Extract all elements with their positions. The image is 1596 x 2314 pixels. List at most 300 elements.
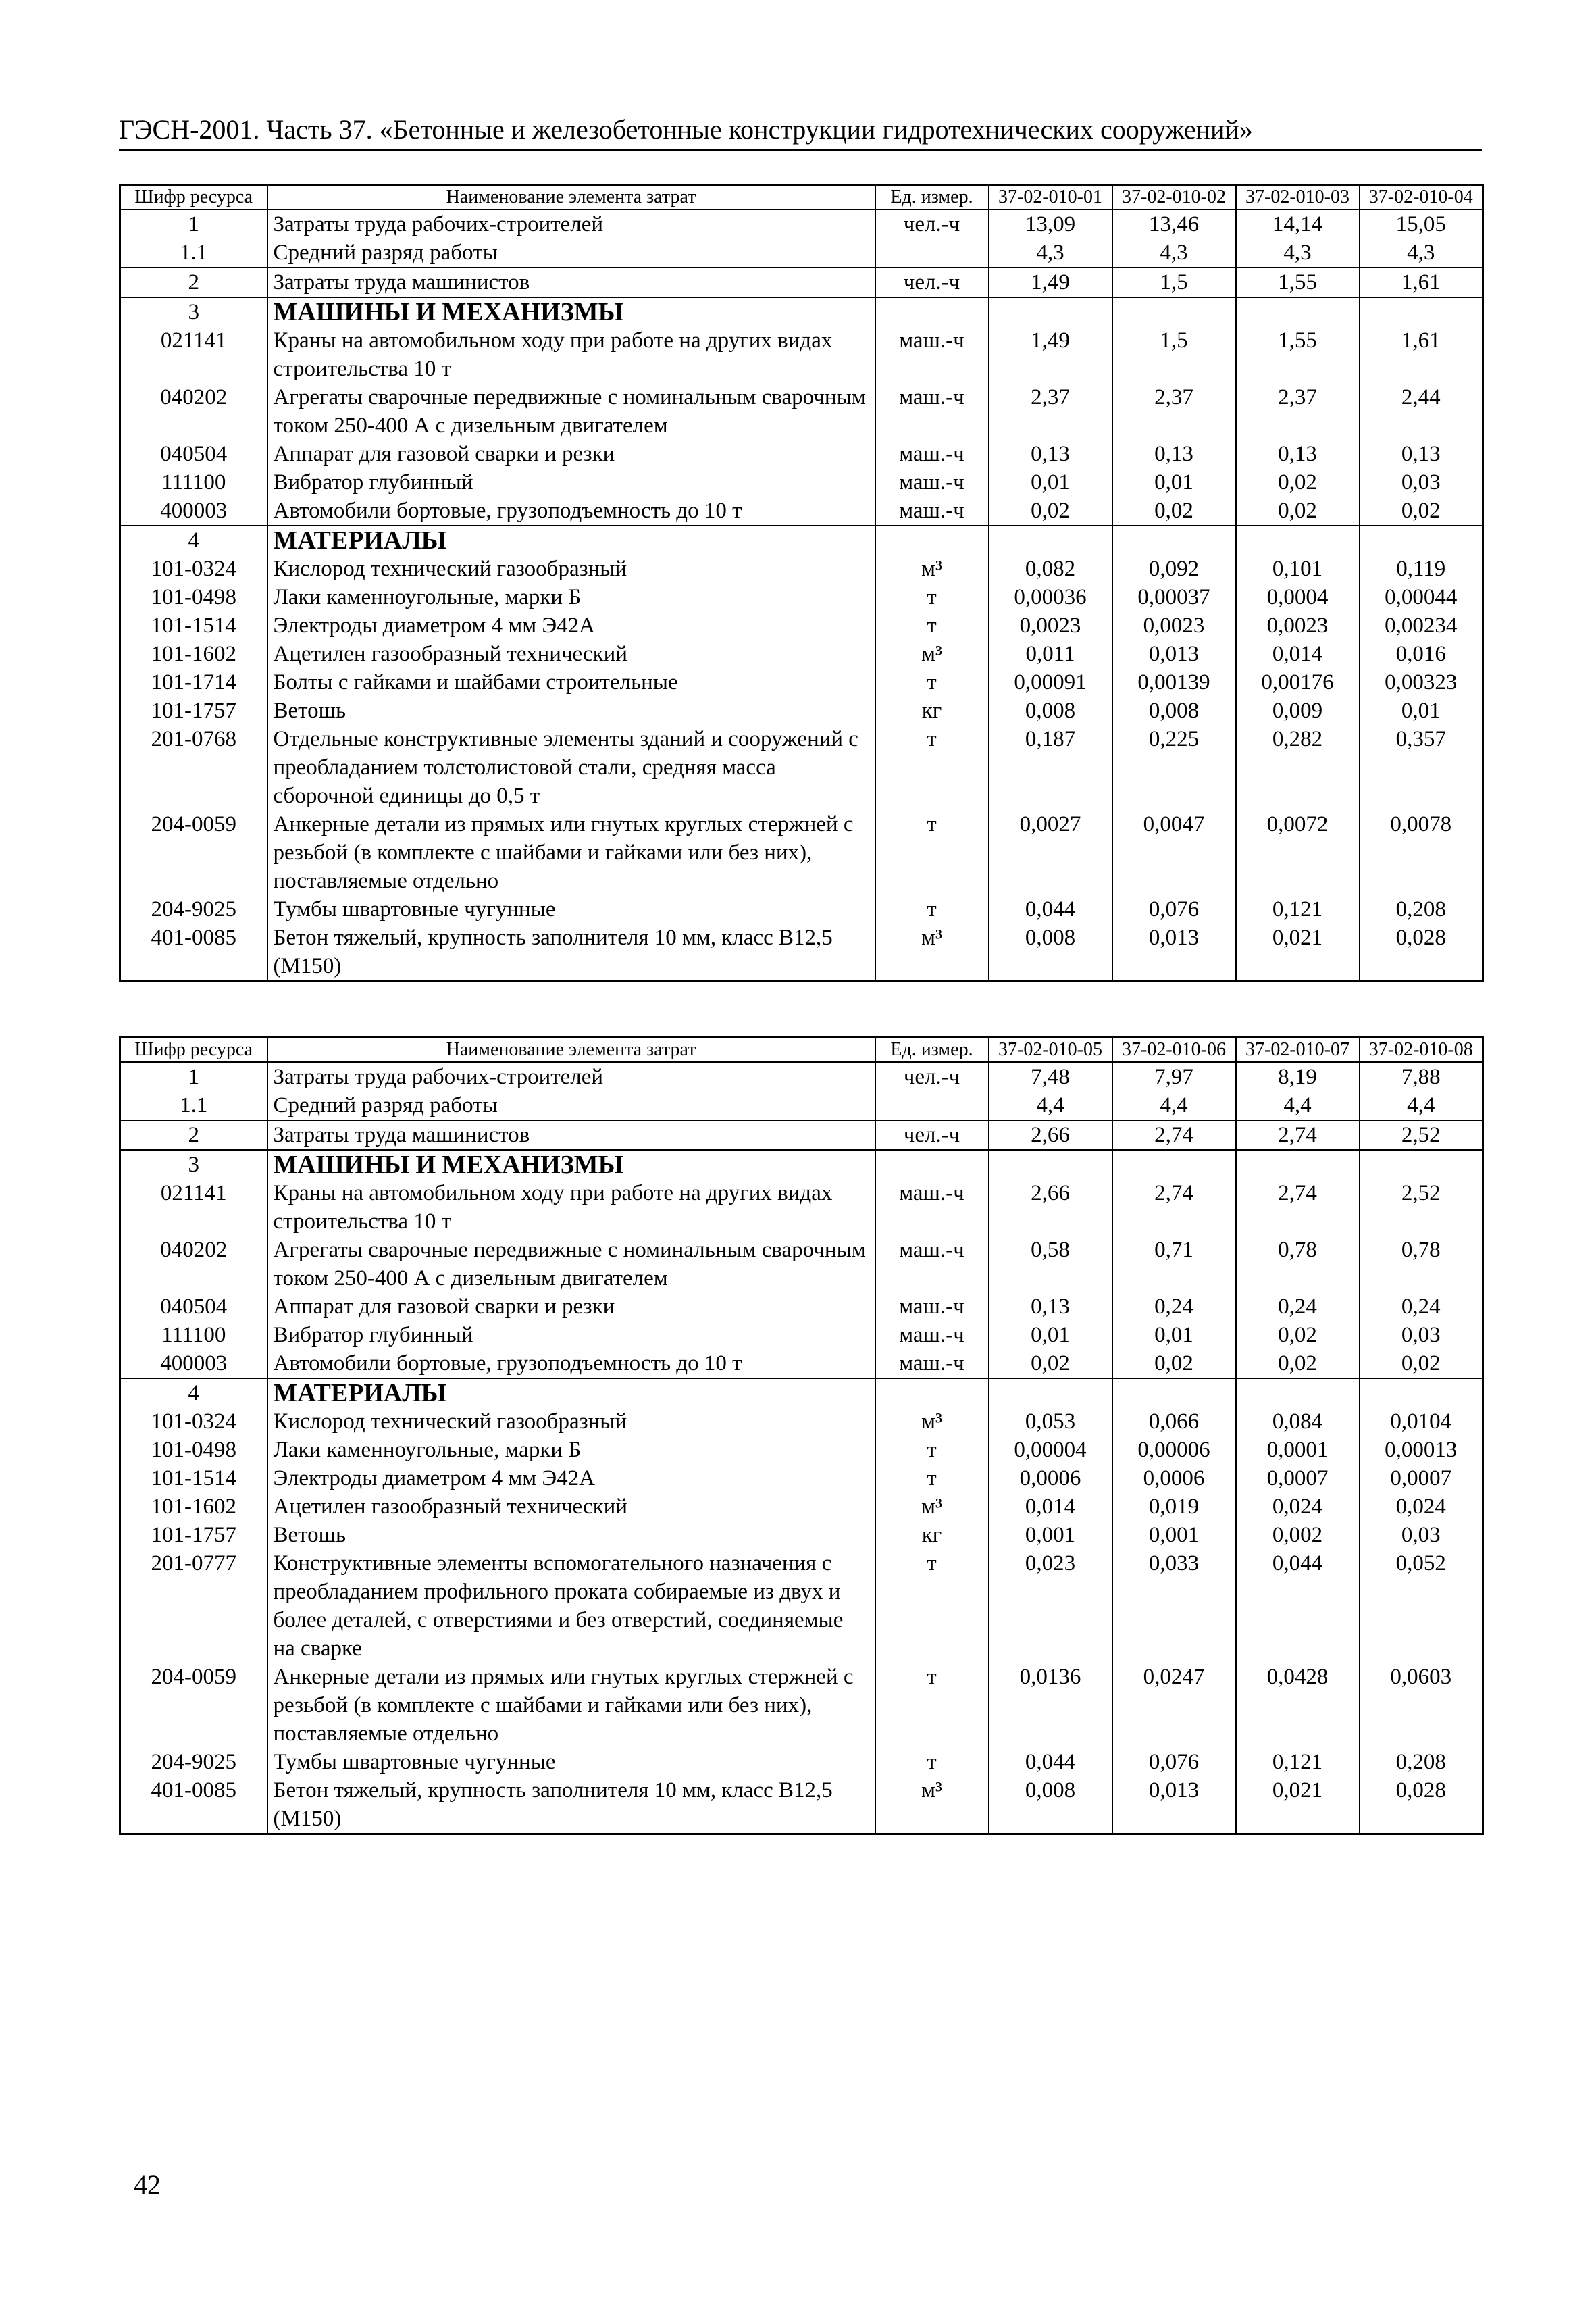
norm-value-cell: 0,03 <box>1401 1523 1441 1547</box>
norm-value-cell: 2,66 <box>989 1179 1112 1236</box>
resource-name-cell: Электроды диаметром 4 мм Э42А <box>267 611 875 640</box>
unit-cell: м³ <box>875 640 989 668</box>
norm-value-cell: 0,0072 <box>1236 810 1360 895</box>
norm-value-cell: 1,61 <box>1401 328 1441 353</box>
resource-code-cell: 1 <box>120 209 267 238</box>
resource-code-cell: 101-1602 <box>120 640 267 668</box>
norm-value-cell: 1,5 <box>1112 268 1236 297</box>
norm-value-cell: 0,013 <box>1112 640 1236 668</box>
unit-cell: маш.-ч <box>875 1179 989 1236</box>
resource-name-cell: Аппарат для газовой сварки и резки <box>267 440 875 468</box>
norm-value-cell: 0,024 <box>1395 1494 1446 1519</box>
resource-code-cell: 204-0059 <box>120 1663 267 1748</box>
norm-value-cell: 0,0023 <box>1236 611 1360 640</box>
resource-code-cell: 040504 <box>120 440 267 468</box>
norm-value-cell: 7,88 <box>1360 1062 1483 1091</box>
norm-value-cell: 0,0428 <box>1236 1663 1360 1748</box>
resource-code-cell: 111100 <box>120 1321 267 1349</box>
resource-name-cell: Бетон тяжелый, крупность заполнителя 10 мм, класс В12,5 (М150) <box>267 1776 875 1834</box>
norm-value-cell: 0,00044 <box>1385 585 1458 609</box>
resource-name-cell: Средний разряд работы <box>267 1091 875 1120</box>
resource-code-cell: 101-1514 <box>120 1464 267 1492</box>
norm-value-cell: 13,46 <box>1112 209 1236 238</box>
norms-table-2 <box>119 1036 1484 1835</box>
norm-value-cell: 0,13 <box>989 440 1112 468</box>
resource-code-cell: 400003 <box>120 497 267 526</box>
norm-value-cell: 15,05 <box>1360 209 1483 238</box>
norm-value-cell <box>989 526 1112 555</box>
norm-value-cell <box>1236 1150 1360 1179</box>
table-row <box>120 1521 1483 1549</box>
table-row <box>120 297 1483 326</box>
norm-value-cell: 0,03 <box>1401 1323 1441 1347</box>
resource-name-cell: Кислород технический газообразный <box>267 1407 875 1436</box>
norm-value-cell: 0,0004 <box>1236 583 1360 611</box>
resource-name-cell: Ацетилен газообразный технический <box>267 640 875 668</box>
resource-name-cell: Средний разряд работы <box>267 238 875 268</box>
resource-code-cell: 204-9025 <box>120 895 267 924</box>
table-row <box>120 468 1483 497</box>
norm-value-cell: 0,008 <box>989 697 1112 725</box>
unit-cell: т <box>875 1464 989 1492</box>
table-row <box>120 697 1483 725</box>
resource-name-cell: Автомобили бортовые, грузоподъемность до 10 т <box>267 1349 875 1378</box>
norm-value-cell <box>1112 1378 1236 1407</box>
norm-value-cell: 0,00091 <box>989 668 1112 697</box>
norm-value-cell: 0,0027 <box>989 810 1112 895</box>
norms-table-1 <box>119 184 1484 982</box>
unit-cell <box>875 1091 989 1120</box>
column-header-name: Наименование элемента затрат <box>267 185 875 210</box>
resource-name-cell: Агрегаты сварочные передвижные с номинальным сварочным током 250-400 А с дизельным двигателем <box>267 1236 875 1292</box>
unit-cell: м³ <box>875 1407 989 1436</box>
table-row <box>120 1663 1483 1748</box>
unit-cell: м³ <box>875 1492 989 1521</box>
norm-value-cell: 0,021 <box>1236 924 1360 982</box>
norm-value-cell: 0,076 <box>1112 1748 1236 1776</box>
page-number: 42 <box>134 2169 161 2200</box>
norm-value-cell: 0,208 <box>1395 897 1446 922</box>
table-row <box>120 1549 1483 1663</box>
norm-value-cell: 4,4 <box>989 1091 1112 1120</box>
unit-cell: кг <box>875 697 989 725</box>
norm-value-cell: 0,001 <box>1112 1521 1236 1549</box>
table-row <box>120 668 1483 697</box>
table-row <box>120 238 1483 268</box>
resource-code-cell: 400003 <box>120 1349 267 1378</box>
table-row <box>120 1321 1483 1349</box>
table-row <box>120 555 1483 583</box>
resource-code-cell: 021141 <box>120 326 267 383</box>
resource-code-cell: 4 <box>120 526 267 555</box>
norm-value-cell: 0,01 <box>989 468 1112 497</box>
table-row <box>120 1062 1483 1091</box>
norm-value-cell: 0,008 <box>989 924 1112 982</box>
norm-value-cell <box>1236 297 1360 326</box>
resource-name-cell: Краны на автомобильном ходу при работе на других видах строительства 10 т <box>267 1179 875 1236</box>
column-header-norm: 37-02-010-01 <box>989 185 1112 210</box>
norm-value-cell: 0,024 <box>1236 1492 1360 1521</box>
table-row <box>120 640 1483 668</box>
resource-code-cell: 3 <box>120 1150 267 1179</box>
norm-value-cell: 4,4 <box>1360 1091 1483 1120</box>
page-header: ГЭСН-2001. Часть 37. «Бетонные и железобетонные конструкции гидротехнических сооружений» <box>119 114 1482 151</box>
resource-name-cell: Тумбы швартовные чугунные <box>267 1748 875 1776</box>
norm-value-cell: 0,02 <box>1236 468 1360 497</box>
resource-code-cell: 021141 <box>120 1179 267 1236</box>
table-row <box>120 725 1483 810</box>
unit-cell: маш.-ч <box>875 440 989 468</box>
resource-code-cell: 111100 <box>120 468 267 497</box>
unit-cell: кг <box>875 1521 989 1549</box>
unit-cell: т <box>875 1663 989 1748</box>
norm-value-cell: 0,02 <box>1401 499 1441 523</box>
unit-cell: т <box>875 1436 989 1464</box>
column-header-code: Шифр ресурса <box>120 185 267 210</box>
resource-code-cell: 101-0324 <box>120 555 267 583</box>
norm-value-cell: 0,58 <box>989 1236 1112 1292</box>
norm-value-cell: 0,357 <box>1395 727 1446 751</box>
norm-value-cell: 2,52 <box>1360 1120 1483 1150</box>
norm-value-cell: 4,3 <box>1236 238 1360 268</box>
section-title-cell: МАТЕРИАЛЫ <box>267 526 875 555</box>
norm-value-cell: 0,00139 <box>1112 668 1236 697</box>
resource-code-cell: 204-0059 <box>120 810 267 895</box>
resource-code-cell: 1 <box>120 1062 267 1091</box>
norm-value-cell: 0,023 <box>989 1549 1112 1663</box>
norm-value-cell: 0,24 <box>1112 1292 1236 1321</box>
norm-value-cell: 0,02 <box>1401 1351 1441 1376</box>
norm-value-cell: 0,028 <box>1395 1778 1446 1803</box>
norm-value-cell: 1,61 <box>1360 268 1483 297</box>
norm-value-cell: 0,24 <box>1401 1294 1441 1319</box>
norm-value-cell: 0,121 <box>1236 1748 1360 1776</box>
norm-value-cell: 0,013 <box>1112 1776 1236 1834</box>
norm-value-cell <box>1112 297 1236 326</box>
table-row <box>120 611 1483 640</box>
norm-value-cell <box>989 297 1112 326</box>
norm-value-cell: 0,71 <box>1112 1236 1236 1292</box>
norm-value-cell <box>1360 526 1483 555</box>
column-header-norm: 37-02-010-04 <box>1360 185 1483 210</box>
unit-cell <box>875 1150 989 1179</box>
norm-value-cell: 0,02 <box>989 497 1112 526</box>
norm-value-cell: 0,092 <box>1112 555 1236 583</box>
norm-value-cell: 0,00323 <box>1385 670 1458 695</box>
unit-cell <box>875 238 989 268</box>
norm-value-cell: 4,4 <box>1236 1091 1360 1120</box>
resource-code-cell: 101-1714 <box>120 668 267 697</box>
norm-value-cell: 0,02 <box>1236 497 1360 526</box>
resource-code-cell: 1.1 <box>120 238 267 268</box>
norm-value-cell: 0,0007 <box>1236 1464 1360 1492</box>
resource-code-cell: 1.1 <box>120 1091 267 1120</box>
norm-value-cell: 0,019 <box>1112 1492 1236 1521</box>
table-row <box>120 326 1483 383</box>
norm-value-cell: 0,02 <box>1112 497 1236 526</box>
unit-cell <box>875 1378 989 1407</box>
section-title-cell: МАТЕРИАЛЫ <box>267 1378 875 1407</box>
norm-value-cell: 0,101 <box>1236 555 1360 583</box>
norm-value-cell: 0,0104 <box>1390 1409 1452 1434</box>
norm-value-cell: 0,0603 <box>1390 1665 1452 1689</box>
resource-code-cell: 101-0498 <box>120 583 267 611</box>
column-header-code: Шифр ресурса <box>120 1038 267 1063</box>
table-header-row <box>120 185 1483 210</box>
norm-value-cell: 0,084 <box>1236 1407 1360 1436</box>
table-row <box>120 895 1483 924</box>
resource-code-cell: 101-1602 <box>120 1492 267 1521</box>
resource-code-cell: 4 <box>120 1378 267 1407</box>
norm-value-cell: 0,01 <box>989 1321 1112 1349</box>
norm-value-cell: 0,033 <box>1112 1549 1236 1663</box>
norm-value-cell <box>1112 526 1236 555</box>
unit-cell: т <box>875 1748 989 1776</box>
resource-name-cell: Вибратор глубинный <box>267 468 875 497</box>
column-header-unit: Ед. измер. <box>875 185 989 210</box>
norm-value-cell: 0,0023 <box>1112 611 1236 640</box>
unit-cell <box>875 297 989 326</box>
norm-value-cell: 2,37 <box>989 383 1112 440</box>
norm-value-cell: 0,208 <box>1395 1750 1446 1774</box>
norm-value-cell: 0,119 <box>1396 557 1446 581</box>
norm-value-cell: 0,008 <box>1112 697 1236 725</box>
norm-value-cell: 0,014 <box>989 1492 1112 1521</box>
resource-code-cell: 201-0768 <box>120 725 267 810</box>
norm-value-cell: 0,24 <box>1236 1292 1360 1321</box>
norm-value-cell: 0,01 <box>1112 1321 1236 1349</box>
table-row <box>120 1292 1483 1321</box>
table-row <box>120 497 1483 526</box>
norm-value-cell: 0,082 <box>989 555 1112 583</box>
resource-name-cell: Болты с гайками и шайбами строительные <box>267 668 875 697</box>
table-row <box>120 924 1483 982</box>
table-row <box>120 268 1483 297</box>
norm-value-cell: 0,00234 <box>1385 613 1458 638</box>
norm-value-cell: 0,02 <box>1236 1321 1360 1349</box>
norm-value-cell: 0,053 <box>989 1407 1112 1436</box>
resource-code-cell: 3 <box>120 297 267 326</box>
norm-value-cell: 1,5 <box>1112 326 1236 383</box>
norm-value-cell: 0,028 <box>1395 926 1446 950</box>
norm-value-cell: 0,225 <box>1112 725 1236 810</box>
table-row <box>120 1748 1483 1776</box>
table-row <box>120 1492 1483 1521</box>
norm-value-cell: 1,55 <box>1236 268 1360 297</box>
resource-name-cell: Краны на автомобильном ходу при работе на других видах строительства 10 т <box>267 326 875 383</box>
norm-value-cell: 0,044 <box>989 1748 1112 1776</box>
resource-name-cell: Затраты труда рабочих-строителей <box>267 1062 875 1091</box>
unit-cell: маш.-ч <box>875 468 989 497</box>
section-title-cell: МАШИНЫ И МЕХАНИЗМЫ <box>267 1150 875 1179</box>
norm-value-cell: 0,001 <box>989 1521 1112 1549</box>
resource-name-cell: Отдельные конструктивные элементы зданий и сооружений с преобладанием толстолистовой стали, средняя масса сборочной единицы до 0,5 т <box>267 725 875 810</box>
norm-value-cell: 2,52 <box>1401 1181 1441 1205</box>
unit-cell: маш.-ч <box>875 383 989 440</box>
unit-cell: маш.-ч <box>875 1292 989 1321</box>
norm-value-cell: 0,052 <box>1395 1551 1446 1576</box>
resource-code-cell: 101-1514 <box>120 611 267 640</box>
norm-value-cell: 0,0006 <box>1112 1464 1236 1492</box>
norm-value-cell: 1,49 <box>989 326 1112 383</box>
resource-name-cell: Автомобили бортовые, грузоподъемность до 10 т <box>267 497 875 526</box>
norm-value-cell: 0,0047 <box>1112 810 1236 895</box>
resource-name-cell: Бетон тяжелый, крупность заполнителя 10 мм, класс В12,5 (М150) <box>267 924 875 982</box>
norm-value-cell: 0,0078 <box>1390 812 1452 836</box>
unit-cell: т <box>875 583 989 611</box>
norm-value-cell: 0,044 <box>989 895 1112 924</box>
norm-value-cell: 0,011 <box>989 640 1112 668</box>
norm-value-cell: 0,13 <box>989 1292 1112 1321</box>
norm-value-cell: 0,00036 <box>989 583 1112 611</box>
norm-value-cell: 0,009 <box>1236 697 1360 725</box>
norm-value-cell: 0,0001 <box>1236 1436 1360 1464</box>
norm-value-cell <box>989 1378 1112 1407</box>
resource-name-cell: Конструктивные элементы вспомогательного назначения с преобладанием профильного проката собираемые из двух и более деталей, с отверстиями и без отверстий, соединяемые на сварке <box>267 1549 875 1663</box>
unit-cell: чел.-ч <box>875 268 989 297</box>
unit-cell: м³ <box>875 555 989 583</box>
resource-name-cell: Анкерные детали из прямых или гнутых круглых стержней с резьбой (в комплекте с шайбами и гайками или без них), поставляемые отдельно <box>267 810 875 895</box>
norm-value-cell: 0,00176 <box>1236 668 1360 697</box>
resource-code-cell: 201-0777 <box>120 1549 267 1663</box>
norm-value-cell: 0,013 <box>1112 924 1236 982</box>
norm-value-cell: 0,78 <box>1401 1238 1441 1262</box>
table-header-row <box>120 1038 1483 1063</box>
unit-cell <box>875 526 989 555</box>
resource-code-cell: 2 <box>120 1120 267 1150</box>
resource-name-cell: Анкерные детали из прямых или гнутых круглых стержней с резьбой (в комплекте с шайбами и гайками или без них), поставляемые отдельно <box>267 1663 875 1748</box>
unit-cell: маш.-ч <box>875 326 989 383</box>
resource-name-cell: Ветошь <box>267 697 875 725</box>
column-header-norm: 37-02-010-02 <box>1112 185 1236 210</box>
resource-name-cell: Затраты труда машинистов <box>267 1120 875 1150</box>
table-row <box>120 526 1483 555</box>
norm-value-cell: 0,01 <box>1112 468 1236 497</box>
resource-name-cell: Аппарат для газовой сварки и резки <box>267 1292 875 1321</box>
table-row <box>120 1349 1483 1378</box>
unit-cell: т <box>875 895 989 924</box>
norm-value-cell: 8,19 <box>1236 1062 1360 1091</box>
table-row <box>120 209 1483 238</box>
unit-cell: т <box>875 725 989 810</box>
norm-value-cell: 0,02 <box>1112 1349 1236 1378</box>
norm-value-cell: 0,13 <box>1401 442 1441 466</box>
table-row <box>120 1407 1483 1436</box>
norm-value-cell: 0,78 <box>1236 1236 1360 1292</box>
norm-value-cell <box>1360 1378 1483 1407</box>
norm-value-cell <box>1236 1378 1360 1407</box>
resource-name-cell: Электроды диаметром 4 мм Э42А <box>267 1464 875 1492</box>
column-header-norm: 37-02-010-06 <box>1112 1038 1236 1063</box>
resource-name-cell: Ацетилен газообразный технический <box>267 1492 875 1521</box>
norm-value-cell: 0,008 <box>989 1776 1112 1834</box>
norm-value-cell: 0,00013 <box>1385 1438 1458 1462</box>
table-row <box>120 1179 1483 1236</box>
norm-value-cell: 1,49 <box>989 268 1112 297</box>
norm-value-cell: 0,066 <box>1112 1407 1236 1436</box>
norm-value-cell: 4,3 <box>1112 238 1236 268</box>
norm-value-cell: 0,002 <box>1236 1521 1360 1549</box>
norm-value-cell: 0,0006 <box>989 1464 1112 1492</box>
table-row <box>120 810 1483 895</box>
resource-code-cell: 204-9025 <box>120 1748 267 1776</box>
resource-name-cell: Лаки каменноугольные, марки Б <box>267 583 875 611</box>
table-row <box>120 440 1483 468</box>
norm-value-cell: 0,13 <box>1236 440 1360 468</box>
resource-code-cell: 040504 <box>120 1292 267 1321</box>
resource-code-cell: 040202 <box>120 1236 267 1292</box>
norm-value-cell: 7,97 <box>1112 1062 1236 1091</box>
norm-value-cell: 0,02 <box>989 1349 1112 1378</box>
table-row <box>120 1150 1483 1179</box>
norm-value-cell <box>1112 1150 1236 1179</box>
norm-value-cell: 0,282 <box>1236 725 1360 810</box>
norm-value-cell: 2,37 <box>1236 383 1360 440</box>
norm-value-cell: 0,044 <box>1236 1549 1360 1663</box>
resource-code-cell: 040202 <box>120 383 267 440</box>
norm-value-cell: 14,14 <box>1236 209 1360 238</box>
column-header-norm: 37-02-010-08 <box>1360 1038 1483 1063</box>
unit-cell: т <box>875 1549 989 1663</box>
unit-cell: чел.-ч <box>875 1120 989 1150</box>
unit-cell: чел.-ч <box>875 209 989 238</box>
norm-value-cell: 0,00006 <box>1112 1436 1236 1464</box>
table-row <box>120 583 1483 611</box>
norm-value-cell: 2,37 <box>1112 383 1236 440</box>
resource-name-cell: Ветошь <box>267 1521 875 1549</box>
norm-value-cell: 0,021 <box>1236 1776 1360 1834</box>
norm-value-cell: 0,02 <box>1236 1349 1360 1378</box>
norm-value-cell: 4,4 <box>1112 1091 1236 1120</box>
resource-code-cell: 101-1757 <box>120 1521 267 1549</box>
table-row <box>120 1236 1483 1292</box>
unit-cell: маш.-ч <box>875 1321 989 1349</box>
table-row <box>120 1120 1483 1150</box>
unit-cell: маш.-ч <box>875 1349 989 1378</box>
norm-value-cell: 2,44 <box>1401 385 1441 409</box>
column-header-norm: 37-02-010-03 <box>1236 185 1360 210</box>
norm-value-cell: 0,187 <box>989 725 1112 810</box>
norm-value-cell: 4,3 <box>1360 238 1483 268</box>
column-header-unit: Ед. измер. <box>875 1038 989 1063</box>
norm-value-cell: 2,74 <box>1112 1179 1236 1236</box>
table-row <box>120 1091 1483 1120</box>
table-row <box>120 1464 1483 1492</box>
norm-value-cell: 0,0136 <box>989 1663 1112 1748</box>
table-row <box>120 1436 1483 1464</box>
resource-code-cell: 101-1757 <box>120 697 267 725</box>
resource-code-cell: 2 <box>120 268 267 297</box>
norm-value-cell: 1,55 <box>1236 326 1360 383</box>
resource-name-cell: Вибратор глубинный <box>267 1321 875 1349</box>
norm-value-cell: 0,00004 <box>989 1436 1112 1464</box>
resource-code-cell: 101-0324 <box>120 1407 267 1436</box>
norm-value-cell: 2,74 <box>1236 1179 1360 1236</box>
norm-value-cell: 0,13 <box>1112 440 1236 468</box>
norm-value-cell: 0,121 <box>1236 895 1360 924</box>
norm-value-cell: 2,74 <box>1112 1120 1236 1150</box>
unit-cell: т <box>875 810 989 895</box>
norm-value-cell: 0,01 <box>1401 699 1441 723</box>
column-header-norm: 37-02-010-05 <box>989 1038 1112 1063</box>
resource-name-cell: Лаки каменноугольные, марки Б <box>267 1436 875 1464</box>
resource-code-cell: 101-0498 <box>120 1436 267 1464</box>
resource-name-cell: Кислород технический газообразный <box>267 555 875 583</box>
norm-value-cell <box>989 1150 1112 1179</box>
norm-value-cell <box>1360 297 1483 326</box>
norm-value-cell: 0,0007 <box>1390 1466 1452 1490</box>
norm-value-cell: 0,0023 <box>989 611 1112 640</box>
